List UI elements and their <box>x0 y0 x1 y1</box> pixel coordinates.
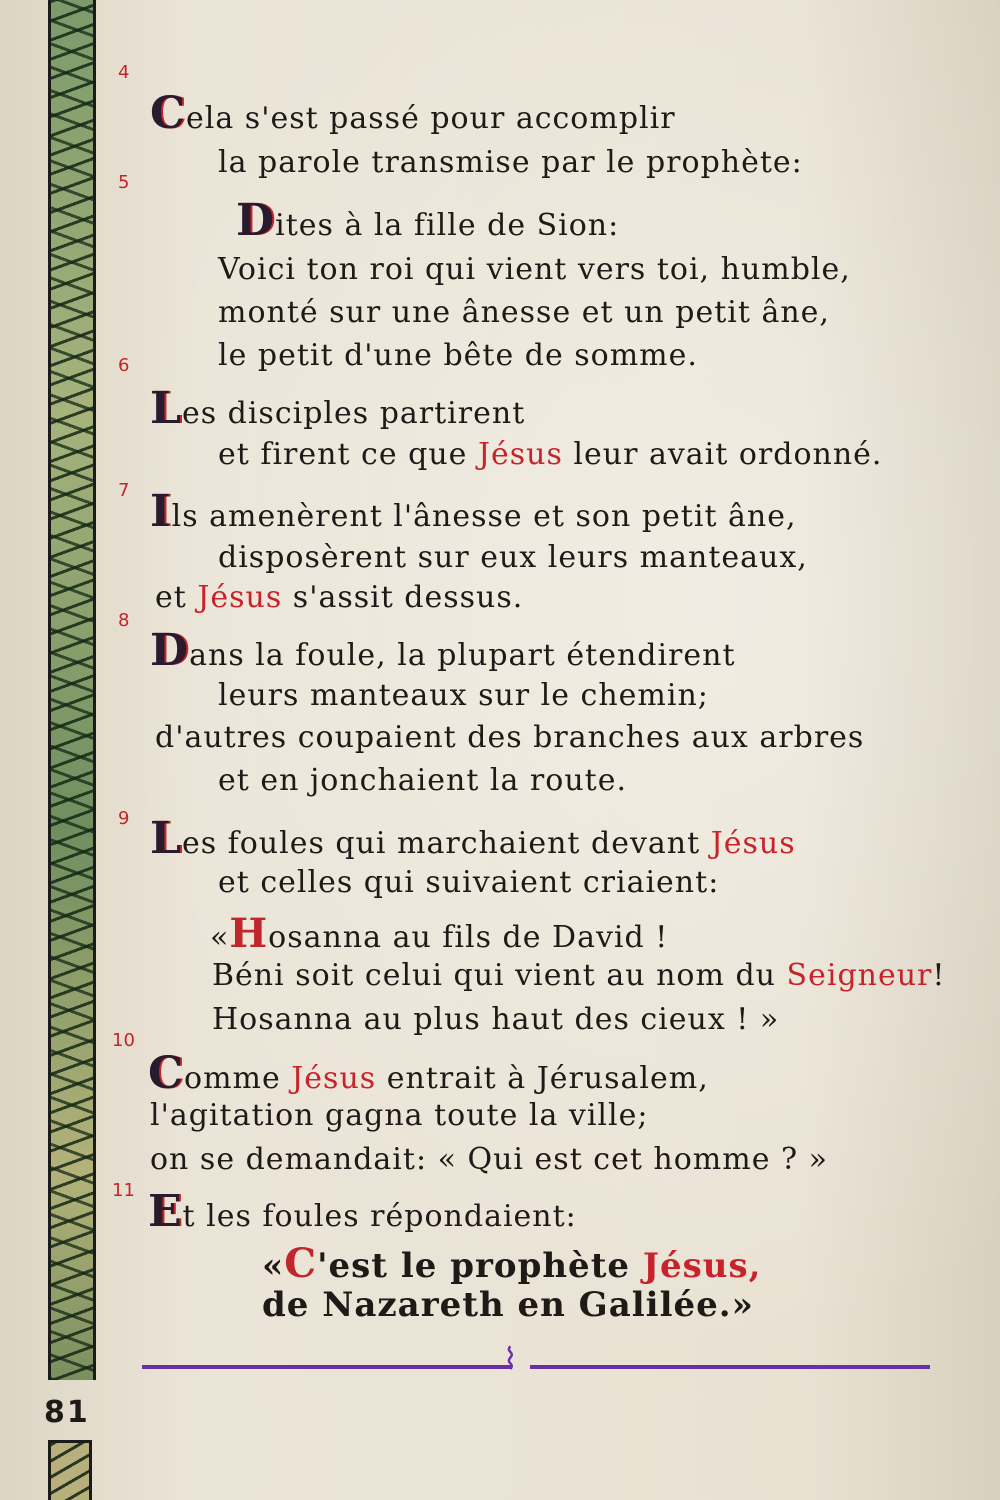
drop-capital: C <box>284 1240 318 1287</box>
closing-ornament: ⌇ <box>503 1342 518 1377</box>
drop-capital: C <box>148 1048 185 1099</box>
verse-line: Les disciples partirent <box>150 383 526 434</box>
verse-line: disposèrent sur eux leurs manteaux, <box>218 540 808 575</box>
verse-number: 8 <box>118 610 130 631</box>
verse-line: et celles qui suivaient criaient: <box>218 865 720 900</box>
drop-capital: E <box>148 1186 183 1237</box>
decorative-vine-border-bottom <box>48 1440 92 1500</box>
verse-line: Hosanna au plus haut des cieux ! » <box>212 1002 780 1037</box>
drop-capital: I <box>150 486 172 537</box>
drop-capital: C <box>150 88 187 139</box>
verse-number: 4 <box>118 62 130 83</box>
verse-line: Et les foules répondaient: <box>148 1186 577 1237</box>
divine-name: Jésus <box>291 1061 377 1096</box>
verse-line: et Jésus s'assit dessus. <box>155 580 524 615</box>
verse-line: «Hosanna au fils de David ! <box>210 910 669 957</box>
drop-capital: L <box>150 383 182 434</box>
page-number: 81 <box>44 1395 90 1430</box>
divine-name: Jésus, <box>642 1246 762 1286</box>
verse-line: et en jonchaient la route. <box>218 763 627 798</box>
divine-name: Jésus <box>197 580 283 615</box>
drop-capital: D <box>236 195 276 246</box>
drop-capital: D <box>150 625 190 676</box>
verse-line: Dites à la fille de Sion: <box>236 195 620 246</box>
verse-line: et firent ce que Jésus leur avait ordonné. <box>218 437 883 472</box>
verse-number: 7 <box>118 480 130 501</box>
verse-number: 10 <box>112 1030 135 1051</box>
verse-line: Voici ton roi qui vient vers toi, humble, <box>218 252 851 287</box>
divine-name: Jésus <box>710 826 796 861</box>
closing-rule-left <box>142 1365 512 1369</box>
verse-line: monté sur une ânesse et un petit âne, <box>218 295 830 330</box>
divine-name: Jésus <box>477 437 563 472</box>
verse-number: 6 <box>118 355 130 376</box>
verse-line: de Nazareth en Galilée.» <box>262 1285 754 1325</box>
divine-name: Seigneur <box>786 958 933 993</box>
verse-line: Les foules qui marchaient devant Jésus <box>150 813 796 864</box>
verse-line: l'agitation gagna toute la ville; <box>150 1098 649 1133</box>
drop-capital: L <box>150 813 182 864</box>
verse-number: 11 <box>112 1180 135 1201</box>
verse-line: Ils amenèrent l'ânesse et son petit âne, <box>150 486 797 537</box>
verse-line: la parole transmise par le prophète: <box>218 145 803 180</box>
verse-line: d'autres coupaient des branches aux arbres <box>155 720 865 755</box>
verse-number: 5 <box>118 172 130 193</box>
verse-line: on se demandait: « Qui est cet homme ? » <box>150 1142 828 1177</box>
verse-line: le petit d'une bête de somme. <box>218 338 698 373</box>
verse-line: Comme Jésus entrait à Jérusalem, <box>148 1048 709 1099</box>
decorative-vine-border <box>48 0 96 1380</box>
drop-capital: H <box>229 910 269 957</box>
verse-number: 9 <box>118 808 130 829</box>
verse-line: Cela s'est passé pour accomplir <box>150 88 676 139</box>
verse-line: leurs manteaux sur le chemin; <box>218 678 709 713</box>
verse-line: Béni soit celui qui vient au nom du Seigneur! <box>212 958 946 993</box>
verse-line: Dans la foule, la plupart étendirent <box>150 625 736 676</box>
closing-rule-right <box>530 1365 930 1369</box>
verse-line: «C'est le prophète Jésus, <box>262 1240 762 1287</box>
